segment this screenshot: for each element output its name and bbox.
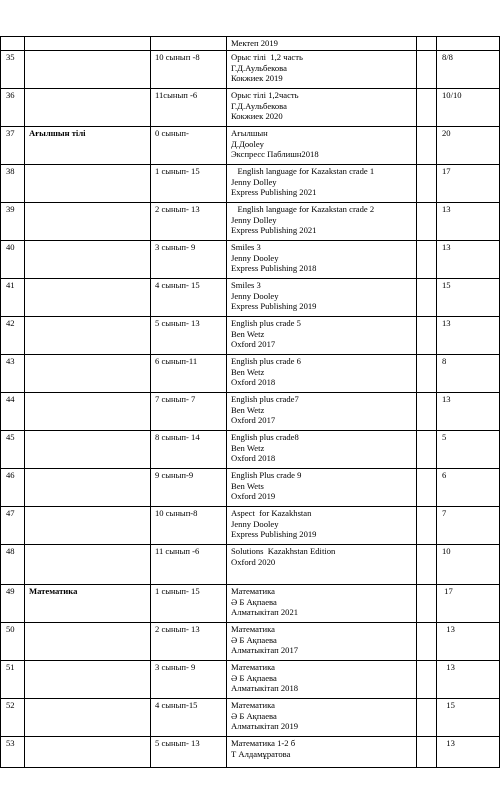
table-row [1, 469, 500, 507]
book-line: Oxford 2017 [231, 339, 276, 350]
book-line: Т Алдамұратова [231, 748, 291, 759]
book-cell [227, 699, 417, 737]
table-row [1, 89, 500, 127]
book-line: English plus crade 6 [231, 356, 301, 367]
count-cell: 13 [437, 623, 500, 661]
row-number-cell: 49 [1, 585, 25, 623]
book-line: Jenny Dooley [231, 252, 279, 263]
book-line: Ә Б Ақпаева [231, 710, 277, 721]
book-line: Ағылшын [231, 128, 268, 139]
book-cell [227, 279, 417, 317]
book-line: Г.Д.Аульбекова [231, 62, 287, 73]
book-line: Jenny Dolley [231, 176, 277, 187]
row-number-cell [1, 37, 25, 51]
row-number-cell: 40 [1, 241, 25, 279]
book-cell [227, 737, 417, 768]
textbook-table [0, 36, 500, 768]
book-line: Solutions Kazakhstan Edition [231, 546, 336, 557]
empty-cell [417, 507, 437, 545]
table-row [1, 431, 500, 469]
table-row [1, 355, 500, 393]
grade-cell: 6 сынып-11 [151, 355, 227, 393]
subject-cell [25, 699, 151, 737]
book-cell [227, 89, 417, 127]
row-number-cell: 35 [1, 51, 25, 89]
empty-cell [417, 585, 437, 623]
subject-cell [25, 431, 151, 469]
grade-cell: 1 сынып- 15 [151, 165, 227, 203]
table-row [1, 393, 500, 431]
grade-cell: 9 сынып-9 [151, 469, 227, 507]
row-number-cell: 48 [1, 545, 25, 585]
count-cell: 13 [437, 203, 500, 241]
row-number-cell: 53 [1, 737, 25, 768]
subject-cell [25, 165, 151, 203]
book-line: English language for Kazakstan crade 2 [231, 204, 375, 215]
empty-cell [417, 51, 437, 89]
book-line: English plus crade8 [231, 432, 299, 443]
count-cell: 15 [437, 279, 500, 317]
row-number-cell: 41 [1, 279, 25, 317]
row-number-cell: 43 [1, 355, 25, 393]
subject-cell [25, 623, 151, 661]
book-line: Орыс тілі 1,2часть [231, 90, 299, 101]
table-row [1, 585, 500, 623]
count-cell: 13 [437, 241, 500, 279]
book-line: Алматыкітап 2017 [231, 645, 299, 656]
row-number-cell: 50 [1, 623, 25, 661]
row-number-cell: 39 [1, 203, 25, 241]
empty-cell [417, 317, 437, 355]
book-line: Express Publishing 2021 [231, 187, 317, 198]
grade-cell: 4 сынып- 15 [151, 279, 227, 317]
book-line: Алматыкітап 2019 [231, 721, 299, 732]
empty-cell [417, 699, 437, 737]
grade-cell [151, 37, 227, 51]
table-row [1, 241, 500, 279]
book-line: Ben Wetz [231, 442, 265, 453]
subject-cell [25, 469, 151, 507]
table-row [1, 661, 500, 699]
empty-cell [417, 203, 437, 241]
table-row [1, 37, 500, 51]
empty-cell [417, 737, 437, 768]
book-line: Математика 1-2 б [231, 738, 296, 749]
count-cell: 10 [437, 545, 500, 585]
book-cell [227, 469, 417, 507]
count-cell: 15 [437, 699, 500, 737]
count-cell: 13 [437, 737, 500, 768]
grade-cell: 8 сынып- 14 [151, 431, 227, 469]
count-cell: 6 [437, 469, 500, 507]
subject-cell [25, 89, 151, 127]
book-cell [227, 165, 417, 203]
table-body [1, 37, 500, 768]
subject-cell [25, 737, 151, 768]
row-number-cell: 36 [1, 89, 25, 127]
table-row [1, 699, 500, 737]
empty-cell [417, 355, 437, 393]
subject-cell [25, 393, 151, 431]
table-row [1, 165, 500, 203]
book-line: Математика [231, 700, 275, 711]
subject-cell [25, 37, 151, 51]
book-line: Oxford 2020 [231, 556, 276, 567]
grade-cell: 11сынып -6 [151, 89, 227, 127]
subject-cell [25, 51, 151, 89]
book-line: Мектеп 2019 [231, 38, 278, 48]
table-row [1, 507, 500, 545]
book-line: Математика [231, 662, 275, 673]
book-cell [227, 507, 417, 545]
row-number-cell: 52 [1, 699, 25, 737]
book-line: Ә Б Ақпаева [231, 596, 277, 607]
table-row [1, 545, 500, 585]
grade-cell: 11 сынып -6 [151, 545, 227, 585]
book-line: Smiles 3 [231, 242, 261, 253]
row-number-cell: 45 [1, 431, 25, 469]
book-line: Express Publishing 2019 [231, 529, 317, 540]
count-cell: 13 [437, 393, 500, 431]
book-cell [227, 545, 417, 585]
grade-cell: 5 сынып- 13 [151, 737, 227, 768]
grade-cell: 0 сынып- [151, 127, 227, 165]
empty-cell [417, 241, 437, 279]
row-number-cell: 42 [1, 317, 25, 355]
grade-cell: 10 сынып -8 [151, 51, 227, 89]
subject-cell [25, 279, 151, 317]
book-line: Jenny Dooley [231, 518, 279, 529]
count-cell [437, 37, 500, 51]
row-number-cell: 44 [1, 393, 25, 431]
book-line: Ben Wetz [231, 328, 265, 339]
book-line: Математика [231, 586, 275, 597]
book-line: Oxford 2017 [231, 415, 276, 426]
table-row [1, 737, 500, 768]
table-row [1, 127, 500, 165]
book-line: English Plus crade 9 [231, 470, 302, 481]
row-number-cell: 47 [1, 507, 25, 545]
count-cell: 13 [437, 317, 500, 355]
empty-cell [417, 431, 437, 469]
book-line: Ben Wetz [231, 404, 265, 415]
row-number-cell: 51 [1, 661, 25, 699]
book-cell [227, 241, 417, 279]
row-number-cell: 38 [1, 165, 25, 203]
book-line: Express Publishing 2019 [231, 301, 317, 312]
book-line: Ben Wets [231, 480, 264, 491]
book-line: Express Publishing 2021 [231, 225, 317, 236]
grade-cell: 1 сынып- 15 [151, 585, 227, 623]
book-line: Smiles 3 [231, 280, 261, 291]
empty-cell [417, 127, 437, 165]
grade-cell: 10 сынып-8 [151, 507, 227, 545]
book-cell [227, 51, 417, 89]
grade-cell: 3 сынып- 9 [151, 241, 227, 279]
book-line: Ben Wetz [231, 366, 265, 377]
count-cell: 5 [437, 431, 500, 469]
book-cell [227, 393, 417, 431]
book-line: Алматыкітап 2018 [231, 683, 299, 694]
empty-cell [417, 279, 437, 317]
empty-cell [417, 545, 437, 585]
subject-cell [25, 355, 151, 393]
subject-cell [25, 241, 151, 279]
book-line: Орыс тілі 1,2 часть [231, 52, 303, 63]
book-cell [227, 317, 417, 355]
book-cell [227, 355, 417, 393]
table-row [1, 317, 500, 355]
book-cell [227, 37, 417, 51]
grade-cell: 4 сынып-15 [151, 699, 227, 737]
subject-cell: Математика [25, 585, 151, 623]
book-line: English plus crade7 [231, 394, 299, 405]
book-line: Jenny Dolley [231, 214, 277, 225]
book-cell [227, 661, 417, 699]
count-cell: 17 [437, 165, 500, 203]
subject-cell [25, 317, 151, 355]
row-number-cell: 37 [1, 127, 25, 165]
book-cell [227, 623, 417, 661]
grade-cell: 2 сынып- 13 [151, 203, 227, 241]
book-line: English plus crade 5 [231, 318, 301, 329]
book-line: Д.Дооley [231, 138, 264, 149]
empty-cell [417, 661, 437, 699]
book-line: Математика [231, 624, 275, 635]
subject-cell: Ағылшын тілі [25, 127, 151, 165]
empty-cell [417, 469, 437, 507]
book-cell [227, 203, 417, 241]
table-row [1, 623, 500, 661]
count-cell: 17 [437, 585, 500, 623]
book-line: Алматыкітап 2021 [231, 607, 299, 618]
book-line: Oxford 2018 [231, 377, 276, 388]
table-row [1, 51, 500, 89]
book-cell [227, 585, 417, 623]
book-line: Aspect for Kazakhstan [231, 508, 312, 519]
grade-cell: 2 сынып- 13 [151, 623, 227, 661]
count-cell: 10/10 [437, 89, 500, 127]
count-cell: 7 [437, 507, 500, 545]
empty-cell [417, 623, 437, 661]
empty-cell [417, 165, 437, 203]
count-cell: 13 [437, 661, 500, 699]
grade-cell: 3 сынып- 9 [151, 661, 227, 699]
book-line: Oxford 2019 [231, 491, 276, 502]
empty-cell [417, 393, 437, 431]
subject-cell [25, 203, 151, 241]
row-number-cell: 46 [1, 469, 25, 507]
table-row [1, 279, 500, 317]
grade-cell: 5 сынып- 13 [151, 317, 227, 355]
book-line: Express Publishing 2018 [231, 263, 317, 274]
book-line: Jenny Dooley [231, 290, 279, 301]
count-cell: 8/8 [437, 51, 500, 89]
empty-cell [417, 89, 437, 127]
table-row [1, 203, 500, 241]
grade-cell: 7 сынып- 7 [151, 393, 227, 431]
book-line: Oxford 2018 [231, 453, 276, 464]
book-line: Экспресс Паблишн2018 [231, 149, 319, 160]
book-line: English language for Kazakstan crade 1 [231, 166, 375, 177]
book-cell [227, 127, 417, 165]
subject-cell [25, 545, 151, 585]
subject-cell [25, 661, 151, 699]
subject-cell [25, 507, 151, 545]
count-cell: 20 [437, 127, 500, 165]
book-line: Кокжиек 2019 [231, 73, 283, 84]
book-cell [227, 431, 417, 469]
book-line: Кокжиек 2020 [231, 111, 283, 122]
book-line: Г.Д.Аульбекова [231, 100, 287, 111]
book-line: Ә Б Ақпаева [231, 634, 277, 645]
book-line: Ә Б Ақпаева [231, 672, 277, 683]
empty-cell [417, 37, 437, 51]
count-cell: 8 [437, 355, 500, 393]
